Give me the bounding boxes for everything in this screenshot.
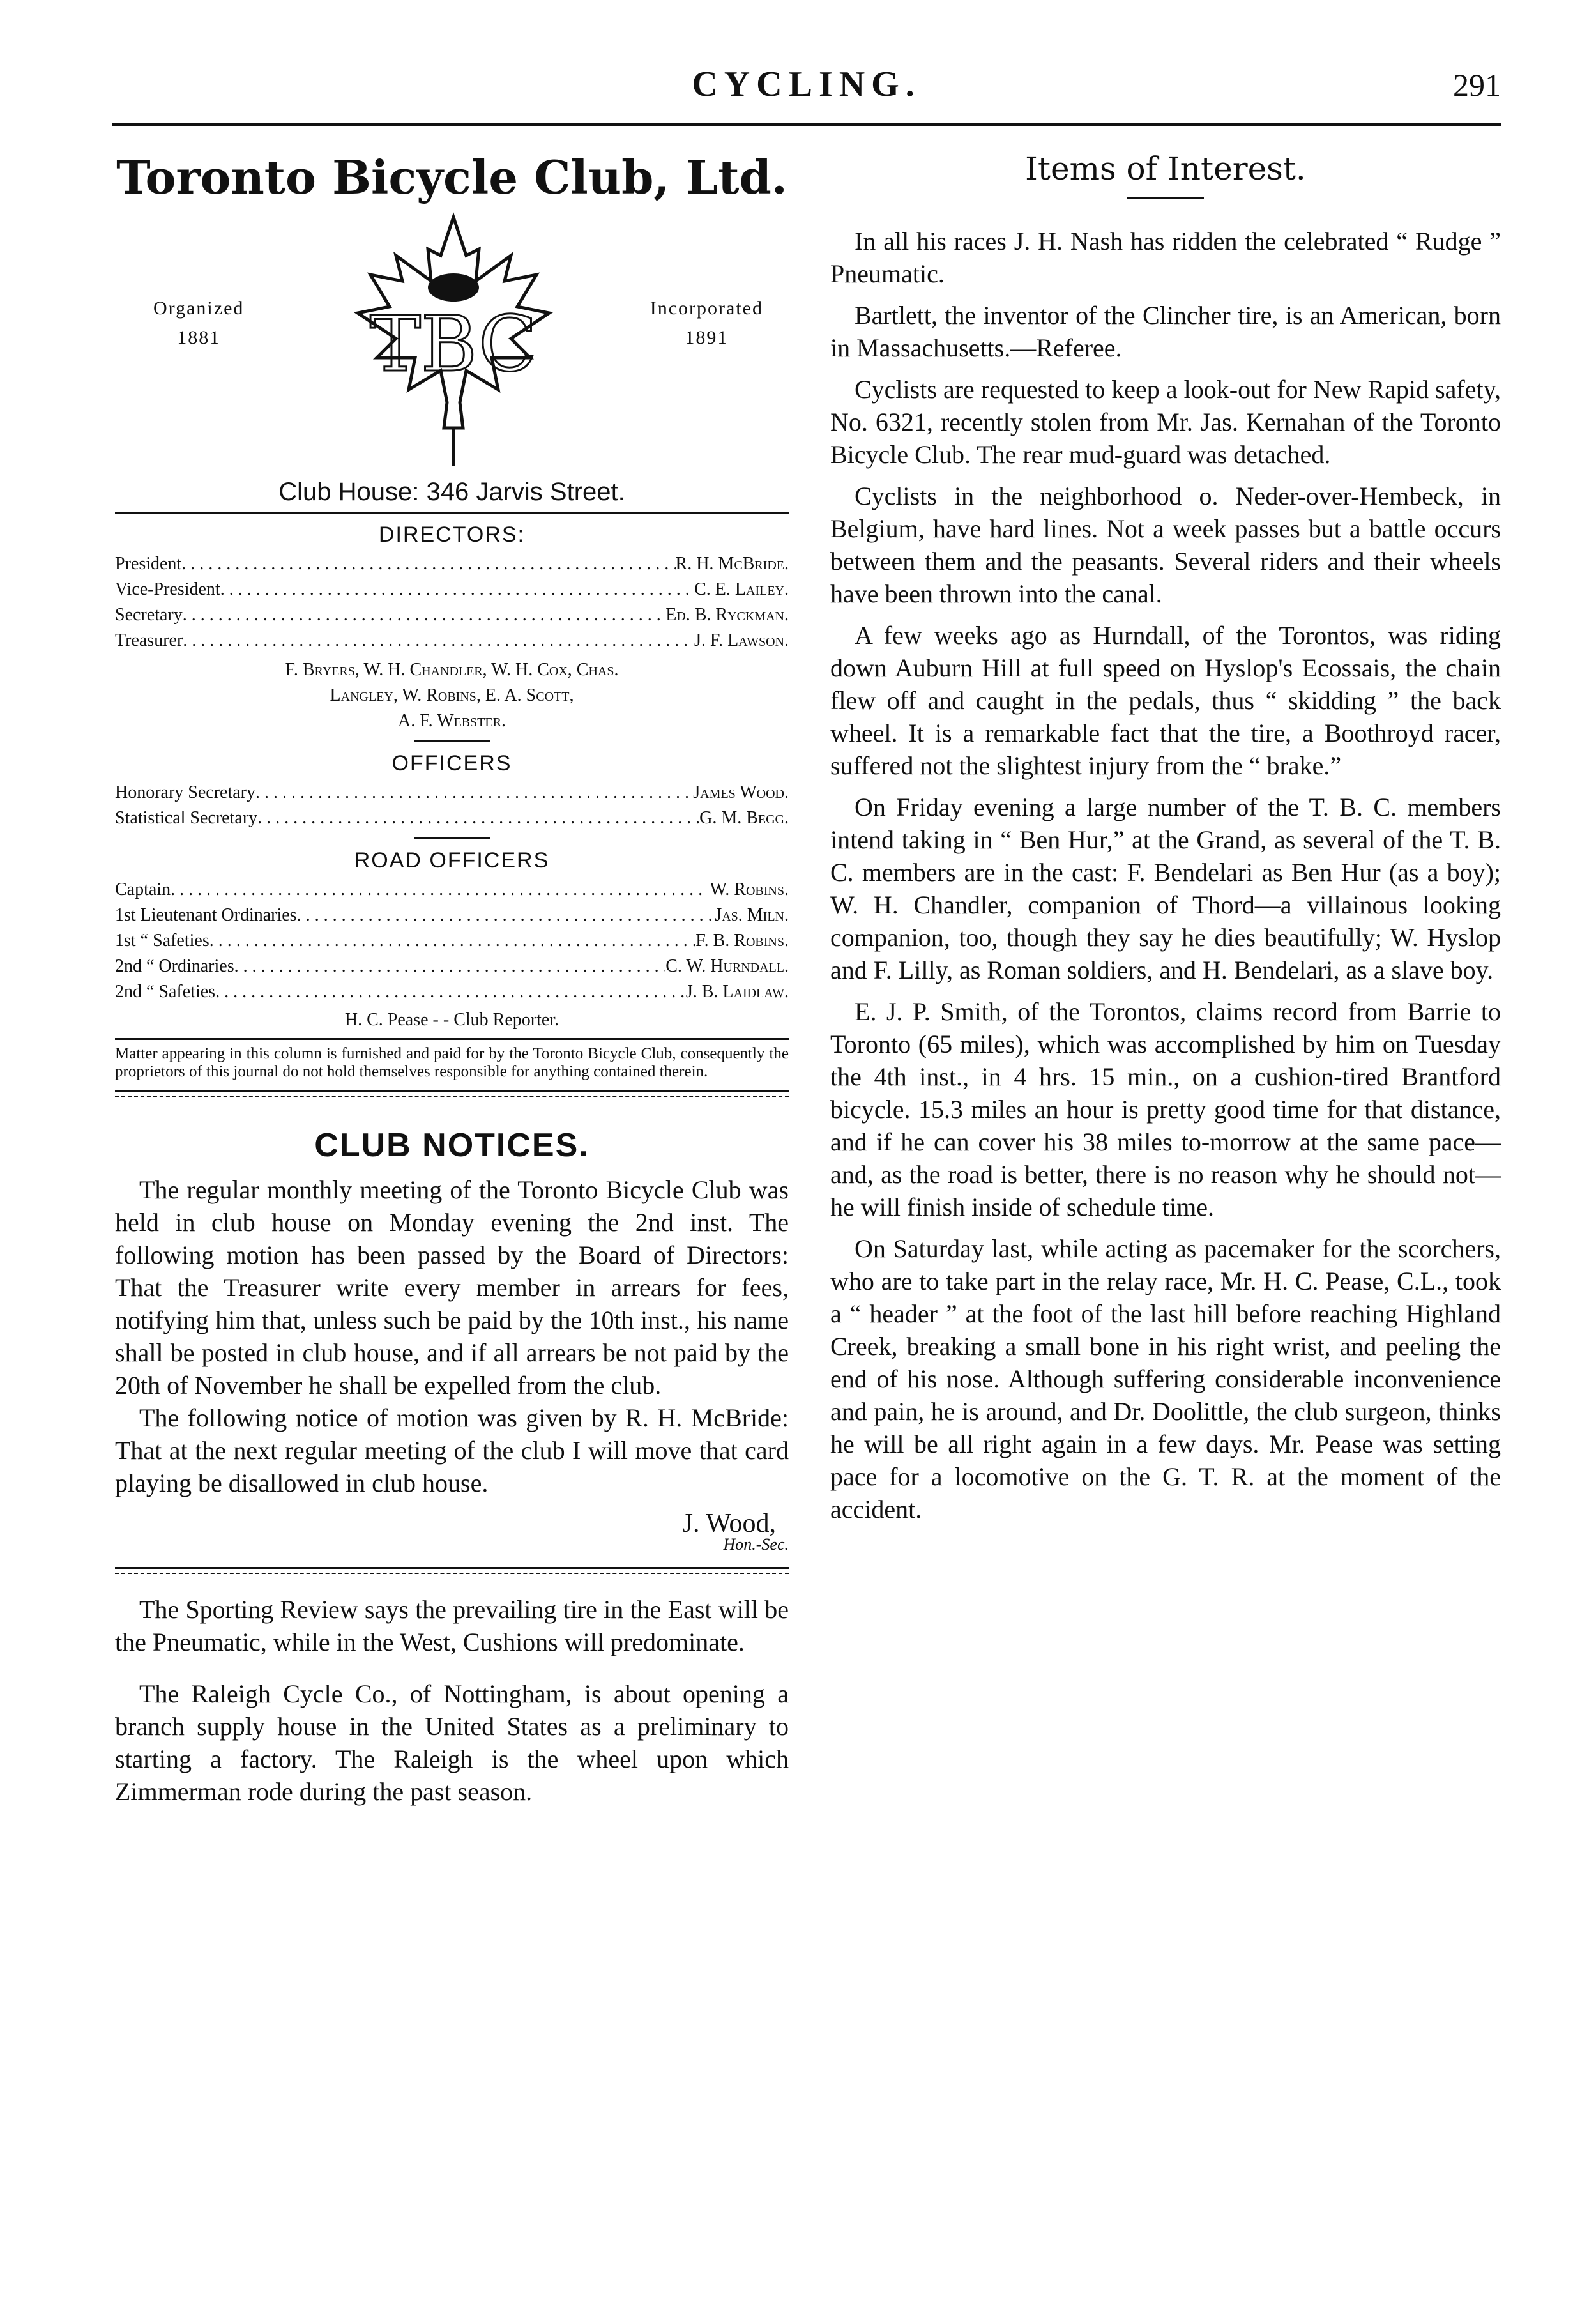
item-paragraph: Bartlett, the inventor of the Clincher tire, is an American, born in Massachusetts.—Referee. [830,301,1501,362]
news-paragraph: The Raleigh Cycle Co., of Nottingham, is about opening a branch supply house in the United States as a preliminary to starting a factory. The Raleigh is the wheel upon which Zimmerman rode during the past season. [115,1679,789,1806]
directory-row: Treasurer . . . J. F. Lawson. [115,628,789,653]
news-paragraph: The Sporting Review says the prevailing tire in the East will be the Pneumatic, while in the West, Cushions will predominate. [115,1595,789,1656]
page-number: 291 [1453,67,1501,103]
divider [115,1567,789,1574]
divider [1127,197,1204,199]
organized-label: Organized [153,298,245,319]
signature-title: Hon.-Sec. [723,1535,789,1554]
directory-row: 2nd “ Safeties . . . J. B. Laidlaw. [115,979,789,1005]
running-head [112,64,1501,109]
incorporated-label: Incorporated [650,298,763,319]
divider [115,512,789,514]
item-paragraph: In all his races J. H. Nash has ridden the celebrated “ Rudge ” Pneumatic. [830,227,1501,288]
incorporated-year: 1891 [685,327,729,348]
notice-paragraph: The following notice of motion was given by R. H. McBride: That at the next regular meeting of the club I will move that card playing be disallowed in club house. [115,1403,789,1497]
road-officers-heading: ROAD OFFICERS [354,848,550,873]
notice-paragraph: The regular monthly meeting of the Toronto Bicycle Club was held in club house on Monday evening the 2nd inst. The following motion has been passed by the Board of Directors: That the Treasurer write every member in arrears for fees, notifying him that, unless such be paid by the 10th inst., his name shall be posted in club house, and if all arrears be not paid by the 20th of November he shall be expelled from the club. [115,1175,789,1400]
directory-row: 2nd “ Ordinaries . . . C. W. Hurndall. [115,954,789,979]
item-paragraph: On Saturday last, while acting as pacemaker for the scorchers, who are to take part in the relay race, Mr. H. C. Pease, C.L., took a “ header ” at the foot of the last hill before reaching Highland Creek, breaking a small bone in his right wrist, and peeling the end of his nose. Although suffering considerable inconvenience and pain, he is around, and Dr. Doolittle, the club surgeon, thinks he will be all right again in a few days. Mr. Pease was setting pace for a locomotive on the G. T. R. at the moment of the accident. [830,1234,1501,1524]
divider [115,1090,789,1097]
club-house-address: Club House: 346 Jarvis Street. [278,478,625,506]
organized-note [153,294,244,353]
right-column [830,137,1501,1534]
director-members: F. Bryers, W. H. Chandler, W. H. Cox, Chas. Langley, W. Robins, E. A. Scott, A. F. Webster. [285,660,619,731]
item-paragraph: On Friday evening a large number of the T. B. C. members intend taking in “ Ben Hur,” at the Grand, as several of the T. B. C. members are in the cast: F. Bendelari as Ben Hur (as a boy); W. H. Chandler, companion of Thord—a villainous looking companion, too, though they say he dies beautifully; W. Hyslop and F. Lilly, as Roman soldiers, and H. Bendelari, as a slave boy. [830,793,1501,984]
emblem-letters: TBC [369,300,538,389]
emblem-row [115,211,789,473]
directory-row: Statistical Secretary . . . G. M. Begg. [115,806,789,831]
directory-row: 1st Lieutenant Ordinaries . . . Jas. Miln. [115,903,789,928]
maple-leaf-emblem-icon [307,211,600,473]
incorporated-note [650,294,763,353]
directory-row: President . . . R. H. McBride. [115,551,789,577]
item-paragraph: Cyclists in the neighborhood o. Neder-over-Hembeck, in Belgium, have hard lines. Not a week passes but a battle occurs between them and the peasants. Several riders and their wheels have been thrown into the canal. [830,482,1501,608]
header-rule [112,123,1501,126]
club-reporter: H. C. Pease - - Club Reporter. [344,1010,559,1030]
club-title: Toronto Bicycle Club, Ltd. [116,150,787,204]
directory-row: Captain . . . W. Robins. [115,877,789,903]
club-notices-heading: CLUB NOTICES. [314,1127,589,1164]
disclaimer: Matter appearing in this column is furnished and paid for by the Toronto Bicycle Club, consequently the proprietors of this journal do not hold themselves responsible for anything contained therein. [115,1045,789,1080]
directors-heading: DIRECTORS: [378,523,526,547]
divider [414,837,490,839]
officers-heading: OFFICERS [391,751,512,775]
directors-list [115,551,789,653]
divider [414,740,490,742]
journal-title: CYCLING. [692,65,921,104]
organized-year: 1881 [177,327,221,348]
left-column [115,137,789,1808]
directory-row: Secretary . . . Ed. B. Ryckman. [115,602,789,628]
item-paragraph: E. J. P. Smith, of the Torontos, claims record from Barrie to Toronto (65 miles), which was accomplished by him on Tuesday the 4th inst., in 4 hrs. 15 min., on a cushion-tired Brantford bicycle. 15.3 miles an hour is pretty good time for that distance, and if he can cover his 38 miles to-morrow at the same pace—and, as the road is better, there is no reason why he should not—he will finish inside of schedule time. [830,997,1501,1221]
directory-row: Vice-President . . . C. E. Lailey. [115,577,789,602]
item-paragraph: A few weeks ago as Hurndall, of the Torontos, was riding down Auburn Hill at full speed on Hyslop's Ecossais, the chain flew off and caught in the pedals, thus “ skidding ” the back wheel. It is a remarkable fact that the tire, a Boothroyd racer, suffered not the slightest injury from the “ brake.” [830,621,1501,780]
item-paragraph: Cyclists are requested to keep a look-out for New Rapid safety, No. 6321, recently stolen from Mr. Jas. Kernahan of the Toronto Bicycle Club. The rear mud-guard was detached. [830,375,1501,469]
directory-row: 1st “ Safeties . . . F. B. Robins. [115,928,789,954]
signature: J. Wood, [682,1509,776,1538]
directory-row: Honorary Secretary . . . James Wood. [115,780,789,806]
items-heading: Items of Interest. [1025,150,1306,187]
divider [115,1038,789,1040]
